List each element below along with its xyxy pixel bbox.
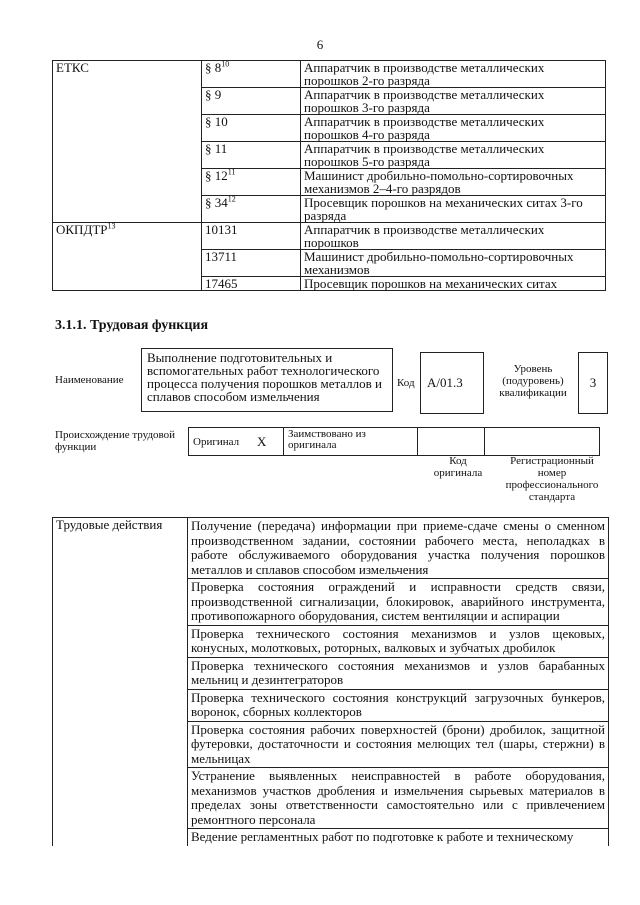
code-text: § 12 — [205, 168, 228, 183]
function-code: А/01.3 — [420, 352, 484, 414]
footnote-mark: 11 — [227, 167, 236, 177]
origin-table — [188, 427, 600, 456]
reg-number-label: Регистрационный номер профессионального стандарта — [505, 455, 599, 503]
etks-title: Просевщик порошков на механических ситах 3-го разряда — [301, 196, 606, 223]
labor-action-item: Проверка состояния рабочих поверхностей (брони) дробилок, защитной футеровки, достаточности и состояния мелющих тел (шары, стержни) в мельницах — [188, 721, 609, 768]
qualification-level: 3 — [578, 352, 608, 414]
etks-title: Аппаратчик в производстве металлических порошков 2-го разряда — [301, 61, 606, 88]
table-row — [53, 518, 609, 579]
code-label: Код — [397, 377, 415, 389]
page-number: 6 — [316, 37, 324, 52]
reg-number-cell — [485, 428, 600, 456]
etks-code — [202, 88, 301, 115]
etks-code — [202, 169, 301, 196]
okpdtr-label — [53, 223, 202, 291]
borrowed-label: Заимствовано из оригинала — [284, 428, 418, 456]
footnote-mark: 13 — [107, 221, 116, 231]
table-row — [53, 223, 606, 250]
name-label: Наименование — [55, 374, 124, 386]
labor-action-item: Проверка состояния ограждений и исправности средств связи, производственной сигнализации, блокировок, аварийного инструмента, противопожарного оборудования, систем вентиляции и аспирации — [188, 579, 609, 626]
etks-title: Аппаратчик в производстве металлических порошков 5-го разряда — [301, 142, 606, 169]
footnote-mark: 10 — [221, 59, 230, 69]
labor-action-item: Устранение выявленных неисправностей в работе оборудования, механизмов участков дробления и измельчения сырьевых материалов в пределах зоны ответственности самостоятельно или с привлечением ремонтного персонала — [188, 768, 609, 829]
classification-table — [52, 60, 606, 291]
etks-code — [202, 61, 301, 88]
labor-action-item: Получение (передача) информации при приеме-сдаче смены о сменном производственном задании, состоянии рабочего места, неполадках в работе обслуживаемого оборудования участка получения порошков металлов и сплавов способом измельчения — [188, 518, 609, 579]
etks-title: Машинист дробильно-помольно-сортировочных механизмов 2–4-го разрядов — [301, 169, 606, 196]
section-title: 3.1.1. Трудовая функция — [55, 318, 209, 333]
code-original-label: Код оригинала — [433, 455, 483, 479]
labor-actions-table — [52, 517, 609, 846]
code-text: § 10 — [205, 114, 228, 129]
etks-label: ЕТКС — [53, 61, 202, 223]
code-text: § 11 — [205, 141, 228, 156]
labor-actions-label: Трудовые действия — [53, 518, 188, 846]
okpdtr-code: 13711 — [202, 250, 301, 277]
qualification-level-label: Уровень (подуровень) квалификации — [499, 363, 567, 399]
okpdtr-title: Просевщик порошков на механических ситах — [301, 277, 606, 291]
footnote-mark: 12 — [227, 194, 236, 204]
labor-action-item: Ведение регламентных работ по подготовке к работе и техническому — [188, 829, 609, 846]
okpdtr-title: Машинист дробильно-помольно-сортировочных механизмов — [301, 250, 606, 277]
okpdtr-title: Аппаратчик в производстве металлических порошков — [301, 223, 606, 250]
origin-label: Происхождение трудовой функции — [55, 429, 176, 453]
etks-code — [202, 196, 301, 223]
etks-code — [202, 142, 301, 169]
labor-action-item: Проверка технического состояния механизмов и узлов щековых, конусных, молотковых, роторных, валковых и зубчатых дробилок — [188, 625, 609, 657]
labor-action-item: Проверка технического состояния конструкций загрузочных бункеров, воронок, сборных коллекторов — [188, 689, 609, 721]
etks-title: Аппаратчик в производстве металлических порошков 4-го разряда — [301, 115, 606, 142]
original-label: Оригинал — [189, 428, 254, 456]
okpdtr-code: 10131 — [202, 223, 301, 250]
labor-action-item: Проверка технического состояния механизмов и узлов барабанных мельниц и дезинтеграторов — [188, 657, 609, 689]
code-original-cell — [418, 428, 485, 456]
etks-title: Аппаратчик в производстве металлических порошков 3-го разряда — [301, 88, 606, 115]
code-text: § 9 — [205, 87, 222, 102]
okpdtr-code: 17465 — [202, 277, 301, 291]
okpdtr-label-text: ОКПДТР — [56, 222, 108, 237]
code-text: § 8 — [205, 60, 222, 75]
etks-code — [202, 115, 301, 142]
original-mark: X — [253, 428, 284, 456]
code-text: § 34 — [205, 195, 228, 210]
table-row — [53, 61, 606, 88]
function-name: Выполнение подготовительных и вспомогательных работ технологического процесса получения порошков металлов и сплавов способом измельчения — [141, 348, 393, 412]
